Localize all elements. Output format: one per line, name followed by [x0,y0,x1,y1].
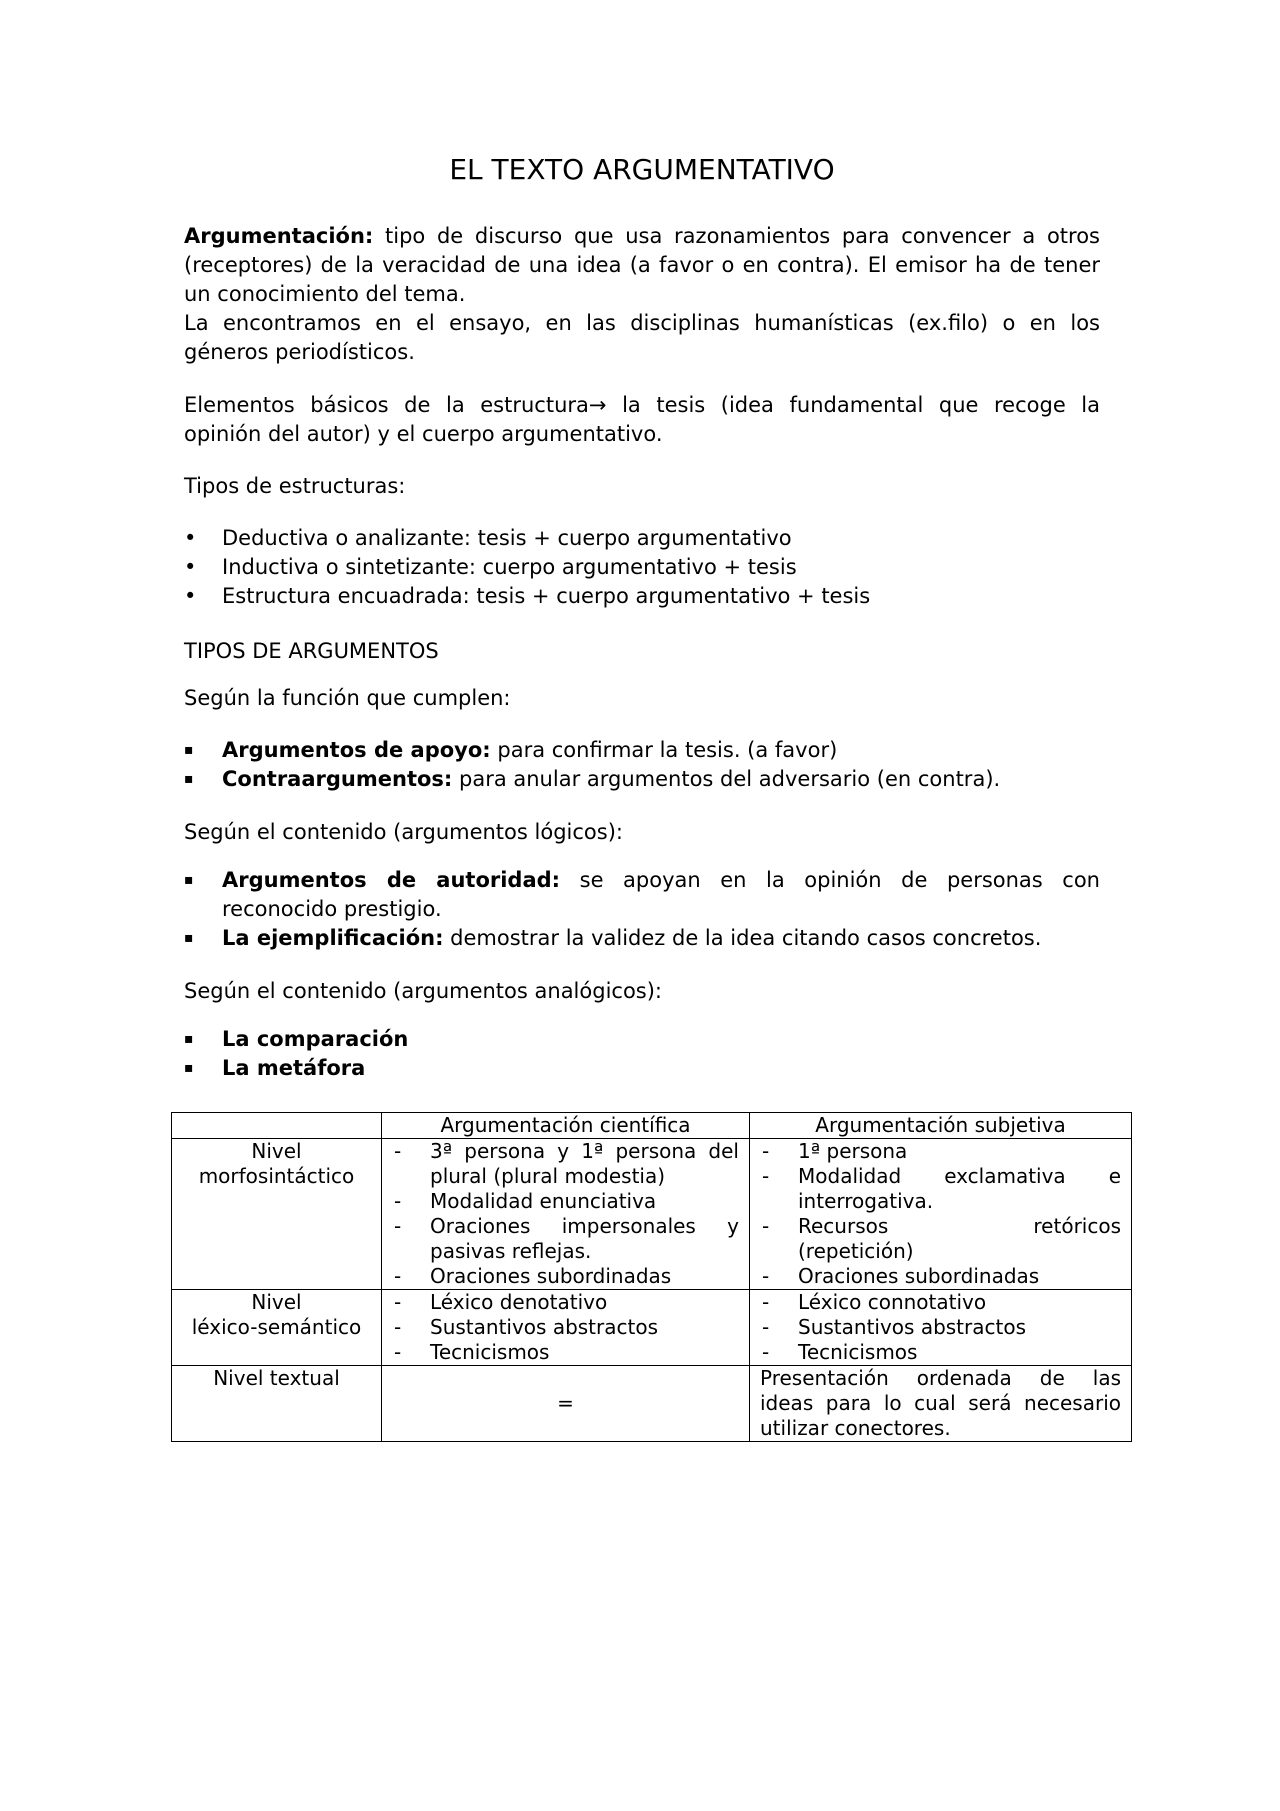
intro-line-5: géneros periodísticos. [184,340,415,364]
table-row [172,1366,1132,1442]
dash-item [392,1139,739,1189]
item-term: Contraargumentos: [222,767,453,791]
intro-term: Argumentación: [184,224,374,248]
dash-item-line: (repetición) [798,1239,914,1263]
table-cell [750,1139,1132,1290]
dash-item-line: - 3ª persona y 1ª persona del [430,1139,739,1163]
item-desc: se apoyan en la opinión de personas con [579,868,1100,892]
dash-item-line: plural (plural modestia) [430,1164,666,1188]
list-item-text: Inductiva o sintetizante: cuerpo argumentativo + tesis [222,555,797,579]
square-bullet-icon: ▪ [184,1060,194,1076]
bullet-icon: • [184,555,197,579]
list-item-text [222,866,1100,895]
square-bullet-icon: ▪ [184,872,194,888]
table-cell: = [382,1366,750,1442]
square-bullet-icon: ▪ [184,771,194,787]
bullet-icon: • [184,584,197,608]
dash-list [760,1139,1121,1289]
level-label: Nivel [251,1139,302,1163]
table-row [172,1139,1132,1290]
table-level-cell [172,1139,382,1290]
funcion-heading: Según la función que cumplen: [184,686,511,710]
tipos-argumentos-heading: TIPOS DE ARGUMENTOS [184,639,439,663]
list-item-text [222,765,1100,794]
dash-item-line: - Recursos retóricos [798,1214,1121,1238]
cell-line: ideas para lo cual será necesario [760,1391,1121,1415]
intro-line-4: La encontramos en el ensayo, en las disciplinas humanísticas (ex.filo) o en los [184,311,1100,335]
elementos-text: Elementos básicos de la estructura [184,393,589,417]
dash-item-line: interrogativa. [798,1189,934,1213]
tipos-estructuras-heading: Tipos de estructuras: [184,474,406,498]
dash-item: - Léxico denotativo [392,1290,739,1315]
item-desc: demostrar la validez de la idea citando casos concretos. [450,926,1042,950]
table-header-cell: Argumentación científica [382,1113,750,1139]
item-desc: para confirmar la tesis. (a favor) [497,738,838,762]
table-header-row [172,1113,1132,1139]
intro-line-3: un conocimiento del tema. [184,282,466,306]
square-bullet-icon: ▪ [184,930,194,946]
page-title: EL TEXTO ARGUMENTATIVO [449,153,835,186]
dash-item: - Léxico connotativo [760,1290,1121,1315]
elementos-line-2: opinión del autor) y el cuerpo argumentativo. [184,422,663,446]
table-cell [382,1139,750,1290]
dash-item: - Sustantivos abstractos [760,1315,1121,1340]
list-item-text: La metáfora [222,1056,366,1080]
dash-list [392,1139,739,1289]
dash-item: - Oraciones subordinadas [392,1264,739,1289]
dash-item-line: pasivas reflejas. [430,1239,592,1263]
table-level-cell [172,1290,382,1366]
intro-line-2: (receptores) de la veracidad de una idea (a favor o en contra). El emisor ha de tener [184,253,1100,277]
dash-list [760,1290,1121,1365]
list-item-text: La comparación [222,1027,409,1051]
elementos-line-1 [184,391,1100,420]
dash-item [392,1214,739,1264]
table-cell [382,1290,750,1366]
list-item-text: Estructura encuadrada: tesis + cuerpo argumentativo + tesis [222,584,871,608]
dash-list [392,1290,739,1365]
level-label: Nivel [251,1290,302,1314]
dash-item: - Tecnicismos [760,1340,1121,1365]
item-desc: reconocido prestigio. [222,897,442,921]
dash-item: - Tecnicismos [392,1340,739,1365]
intro-line-1 [184,222,1100,251]
dash-item: - Oraciones subordinadas [760,1264,1121,1289]
level-label: léxico-semántico [191,1315,362,1339]
dash-item: - Sustantivos abstractos [392,1315,739,1340]
dash-item: - Modalidad enunciativa [392,1189,739,1214]
square-bullet-icon: ▪ [184,742,194,758]
cell-line: Presentación ordenada de las [760,1366,1121,1390]
table-cell [750,1290,1132,1366]
elementos-text-2: la tesis (idea fundamental que recoge la [622,393,1101,417]
table-cell [750,1366,1132,1442]
cell-line: utilizar conectores. [760,1416,951,1440]
arrow-icon: → [588,393,607,417]
dash-item-line: - Oraciones impersonales y [430,1214,739,1238]
intro-text: tipo de discurso que usa razonamientos para convencer a otros [385,224,1100,248]
item-term: Argumentos de autoridad: [222,868,561,892]
item-desc: para anular argumentos del adversario (en contra). [459,767,1001,791]
dash-item-line: - Modalidad exclamativa e [798,1164,1121,1188]
dash-item [760,1214,1121,1264]
square-bullet-icon: ▪ [184,1031,194,1047]
list-item-text [222,736,1100,765]
bullet-icon: • [184,526,197,550]
level-label: morfosintáctico [198,1164,355,1188]
item-term: La ejemplificación: [222,926,444,950]
list-item-text: Deductiva o analizante: tesis + cuerpo argumentativo [222,526,792,550]
table-level-cell: Nivel textual [172,1366,382,1442]
logicos-heading: Según el contenido (argumentos lógicos): [184,820,623,844]
dash-item [760,1164,1121,1214]
table-header-cell [172,1113,382,1139]
comparison-table [171,1112,1132,1442]
analogicos-heading: Según el contenido (argumentos analógicos): [184,979,663,1003]
table-header-cell: Argumentación subjetiva [750,1113,1132,1139]
dash-item: - 1ª persona [760,1139,1121,1164]
table-row [172,1290,1132,1366]
item-term: Argumentos de apoyo: [222,738,491,762]
list-item-text [222,924,1100,953]
